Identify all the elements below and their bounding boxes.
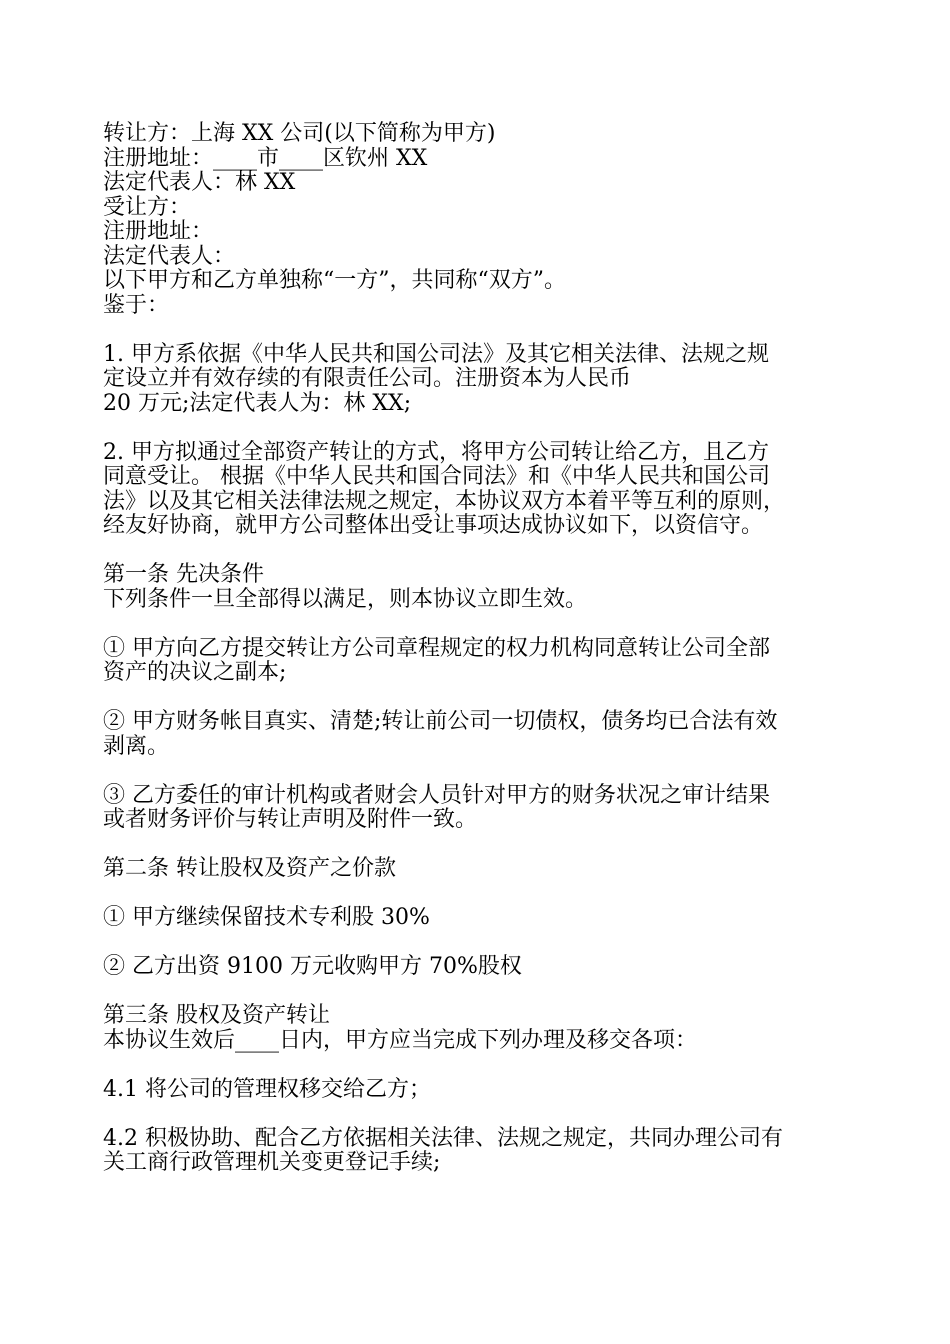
- recital-item-2: [103, 441, 855, 539]
- contract-body: [103, 122, 855, 1176]
- clause-4-2-line: 关工商行政管理机关变更登记手续;: [103, 1150, 441, 1175]
- article-3-intro: 本协议生效后____日内，甲方应当完成下列办理及移交各项：: [103, 1027, 698, 1053]
- article-2-item-1: ① 甲方继续保留技术专利股 30%: [103, 905, 430, 930]
- paragraph-gap: [103, 882, 855, 907]
- condition-1-line: 资产的决议之副本;: [103, 660, 287, 685]
- text-line: 1. 甲方系依据《中华人民共和国公司法》及其它相关法律、法规之规: [103, 341, 769, 367]
- transferee-representative-line: 法定代表人：: [103, 243, 236, 269]
- paragraph-gap: [103, 318, 855, 343]
- text-line: 20 万元;法定代表人为：林 XX;: [103, 390, 412, 416]
- transferor-representative-line: 法定代表人：林 XX: [103, 170, 296, 195]
- article-3: [103, 1004, 855, 1176]
- paragraph-gap: [103, 1053, 855, 1078]
- condition-2-line: 剥离。: [103, 733, 170, 759]
- transferee-line: 受让方：: [103, 194, 192, 220]
- paragraph-gap: [103, 980, 855, 1005]
- article-2: [103, 857, 855, 980]
- paragraph-gap: [103, 833, 855, 858]
- text-line: 同意受让。 根据《中华人民共和国合同法》和《中华人民共和国公司: [103, 464, 770, 489]
- text-line: 经友好协商，就甲方公司整体出受让事项达成协议如下，以资信守。: [103, 513, 764, 538]
- paragraph-gap: [103, 416, 855, 441]
- paragraph-gap: [103, 931, 855, 956]
- clause-4-1: 4.1 将公司的管理权移交给乙方；: [103, 1076, 431, 1102]
- parties-definition-line: 以下甲方和乙方单独称“一方”，共同称“双方”。: [103, 268, 566, 293]
- transferor-line: 转让方：上海 XX 公司(以下简称为甲方): [103, 121, 496, 146]
- article-1-intro: 下列条件一旦全部得以满足，则本协议立即生效。: [103, 586, 588, 612]
- clause-4-2-line: 4.2 积极协助、配合乙方依据相关法律、法规之规定，共同办理公司有: [103, 1125, 783, 1151]
- transferee-address-line: 注册地址：: [103, 219, 214, 244]
- paragraph-gap: [103, 539, 855, 564]
- article-1-title: 第一条 先决条件: [103, 562, 264, 587]
- article-1: [103, 563, 855, 833]
- paragraph-gap: [103, 759, 855, 784]
- article-2-item-2: ② 乙方出资 9100 万元收购甲方 70%股权: [103, 954, 522, 979]
- text-line: 定设立并有效存续的有限责任公司。注册资本为人民币: [103, 366, 632, 391]
- paragraph-gap: [103, 1102, 855, 1127]
- party-info: [103, 122, 855, 318]
- condition-1-line: ① 甲方向乙方提交转让方公司章程规定的权力机构同意转让公司全部: [103, 635, 770, 661]
- article-2-title: 第二条 转让股权及资产之价款: [103, 856, 396, 881]
- recital-item-1: [103, 343, 855, 417]
- condition-3-line: ③ 乙方委任的审计机构或者财会人员针对甲方的财务状况之审计结果: [103, 782, 770, 808]
- transferor-address-line: 注册地址：____市____区钦州 XX: [103, 145, 428, 171]
- condition-3-line: 或者财务评价与转让声明及附件一致。: [103, 807, 478, 832]
- text-line: 2. 甲方拟通过全部资产转让的方式，将甲方公司转让给乙方，且乙方: [103, 439, 769, 465]
- text-line: 法》以及其它相关法律法规之规定，本协议双方本着平等互利的原则，: [103, 488, 786, 514]
- article-3-title: 第三条 股权及资产转让: [103, 1003, 330, 1028]
- paragraph-gap: [103, 686, 855, 711]
- condition-2-line: ② 甲方财务帐目真实、清楚;转让前公司一切债权，债务均已合法有效: [103, 709, 778, 734]
- whereas-heading: 鉴于：: [103, 292, 170, 318]
- paragraph-gap: [103, 612, 855, 637]
